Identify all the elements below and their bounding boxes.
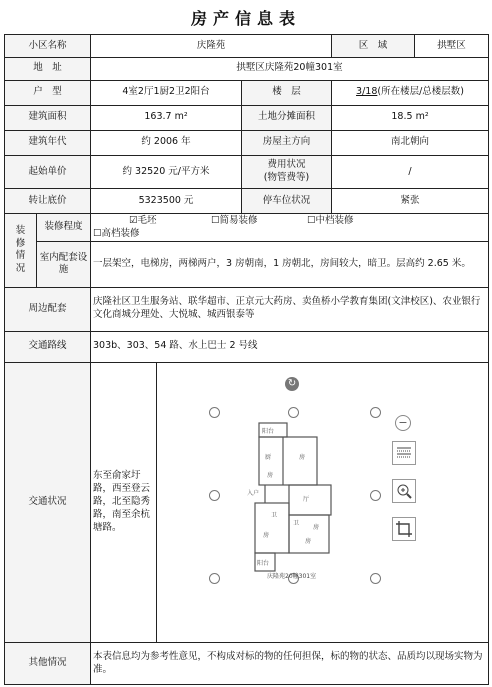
- resize-handle-tr[interactable]: [370, 407, 381, 418]
- checkbox-icon[interactable]: ☐: [93, 227, 102, 239]
- parking-label: 停车位状况: [242, 189, 332, 214]
- district-label: 区 域: [332, 35, 415, 58]
- svg-text:阳台: 阳台: [257, 559, 270, 567]
- floor-value: 3/18: [356, 86, 378, 98]
- facilities-value: 一层架空，电梯房，两梯两户，3 房朝南，1 房朝北，房间较大，暗卫。层高约 2.65 米。: [91, 241, 489, 287]
- transport-routes-value: 303b、303、54 路、水上巴士 2 号线: [91, 331, 489, 362]
- area-label: 建筑面积: [5, 105, 91, 130]
- svg-text:房: 房: [313, 523, 320, 531]
- orientation-value: 南北朝向: [332, 130, 489, 155]
- facilities-label: 室内配套设施: [37, 241, 91, 287]
- checkbox-checked-icon[interactable]: ☑: [129, 214, 138, 226]
- svg-text:入户: 入户: [247, 489, 260, 497]
- decoration-degree-label: 装修程度: [37, 214, 91, 242]
- floor-value-cell: [332, 80, 489, 105]
- decoration-option-3[interactable]: [93, 228, 185, 241]
- svg-text:厅: 厅: [303, 495, 310, 503]
- address-value: 拱墅区庆隆苑20幢301室: [91, 57, 489, 80]
- decoration-options: [91, 214, 489, 242]
- transfer-price-label: 转让底价: [5, 189, 91, 214]
- floorplan-caption: 庆隆苑20幢301室: [267, 572, 317, 580]
- document-title: 房产信息表: [190, 9, 301, 28]
- fee-label: 费用状况 (物管费等): [242, 155, 332, 188]
- build-year-value: 约 2006 年: [91, 130, 242, 155]
- floor-label: 楼 层: [242, 80, 332, 105]
- decoration-option-2[interactable]: [307, 215, 399, 228]
- surroundings-value: 庆隆社区卫生服务站、联华超市、正京元大药房、卖鱼桥小学教育集团(文津校区)、农业银行文化商城分理处、大悦城、城西银泰等: [91, 287, 489, 331]
- decoration-option-label: 简易装修: [219, 214, 258, 226]
- svg-text:卫: 卫: [293, 519, 300, 527]
- floorplan-drawing: [245, 417, 341, 577]
- layout-label: 户 型: [5, 80, 91, 105]
- transport-routes-label: 交通路线: [5, 331, 91, 362]
- decoration-option-label: 中档装修: [315, 214, 354, 226]
- floor-note: (所在楼层/总楼层数): [377, 86, 464, 98]
- svg-text:卫: 卫: [271, 511, 278, 519]
- build-year-label: 建筑年代: [5, 130, 91, 155]
- orientation-label: 房屋主方向: [242, 130, 332, 155]
- transfer-price-value: 5323500 元: [91, 189, 242, 214]
- decoration-option-label: 高档装修: [101, 227, 140, 239]
- crop-icon[interactable]: [392, 517, 416, 541]
- resize-handle-tl[interactable]: [209, 407, 220, 418]
- property-info-table: [4, 34, 489, 685]
- area-value: 163.7 m²: [91, 105, 242, 130]
- community-label: 小区名称: [5, 35, 91, 58]
- community-value: 庆隆苑: [91, 35, 332, 58]
- resize-handle-r[interactable]: [370, 490, 381, 501]
- other-value: 本表信息均为参考性意见，不构成对标的物的任何担保，标的物的状态、品质均以现场实物为准。: [91, 643, 489, 685]
- parking-value: 紧张: [332, 189, 489, 214]
- svg-text:房: 房: [299, 453, 306, 461]
- district-value: 拱墅区: [415, 35, 489, 58]
- svg-text:阳台: 阳台: [262, 427, 275, 435]
- text-wrap-icon[interactable]: [392, 441, 416, 465]
- svg-text:厨: 厨: [265, 453, 272, 461]
- svg-text:房: 房: [263, 531, 270, 539]
- address-label: 地 址: [5, 57, 91, 80]
- resize-handle-l[interactable]: [209, 490, 220, 501]
- fee-value: /: [332, 155, 489, 188]
- checkbox-icon[interactable]: ☐: [211, 214, 220, 226]
- layout-value: 4室2厅1厨2卫2阳台: [91, 80, 242, 105]
- start-price-value: 约 32520 元/平方米: [91, 155, 242, 188]
- decoration-group-label: 装 修 情 况: [5, 214, 37, 288]
- resize-handle-bl[interactable]: [209, 573, 220, 584]
- checkbox-icon[interactable]: ☐: [307, 214, 316, 226]
- land-area-label: 土地分摊面积: [242, 105, 332, 130]
- svg-text:房: 房: [267, 471, 274, 479]
- rotate-icon[interactable]: ↻: [285, 377, 299, 391]
- decoration-option-0[interactable]: [129, 215, 211, 228]
- decoration-option-label: 毛坯: [137, 214, 157, 226]
- surroundings-label: 周边配套: [5, 287, 91, 331]
- svg-text:房: 房: [305, 537, 312, 545]
- floorplan-cell: [157, 362, 489, 642]
- traffic-value: 东至俞家圩路，西至登云路，北至隐秀路，南至余杭塘路。: [91, 362, 157, 642]
- land-area-value: 18.5 m²: [332, 105, 489, 130]
- zoom-in-icon[interactable]: [392, 479, 416, 503]
- traffic-label: 交通状况: [5, 362, 91, 642]
- resize-handle-br[interactable]: [370, 573, 381, 584]
- start-price-label: 起始单价: [5, 155, 91, 188]
- minus-icon[interactable]: −: [395, 415, 411, 431]
- floorplan-image-frame[interactable]: [157, 369, 488, 637]
- decoration-option-1[interactable]: [211, 215, 307, 228]
- other-label: 其他情况: [5, 643, 91, 685]
